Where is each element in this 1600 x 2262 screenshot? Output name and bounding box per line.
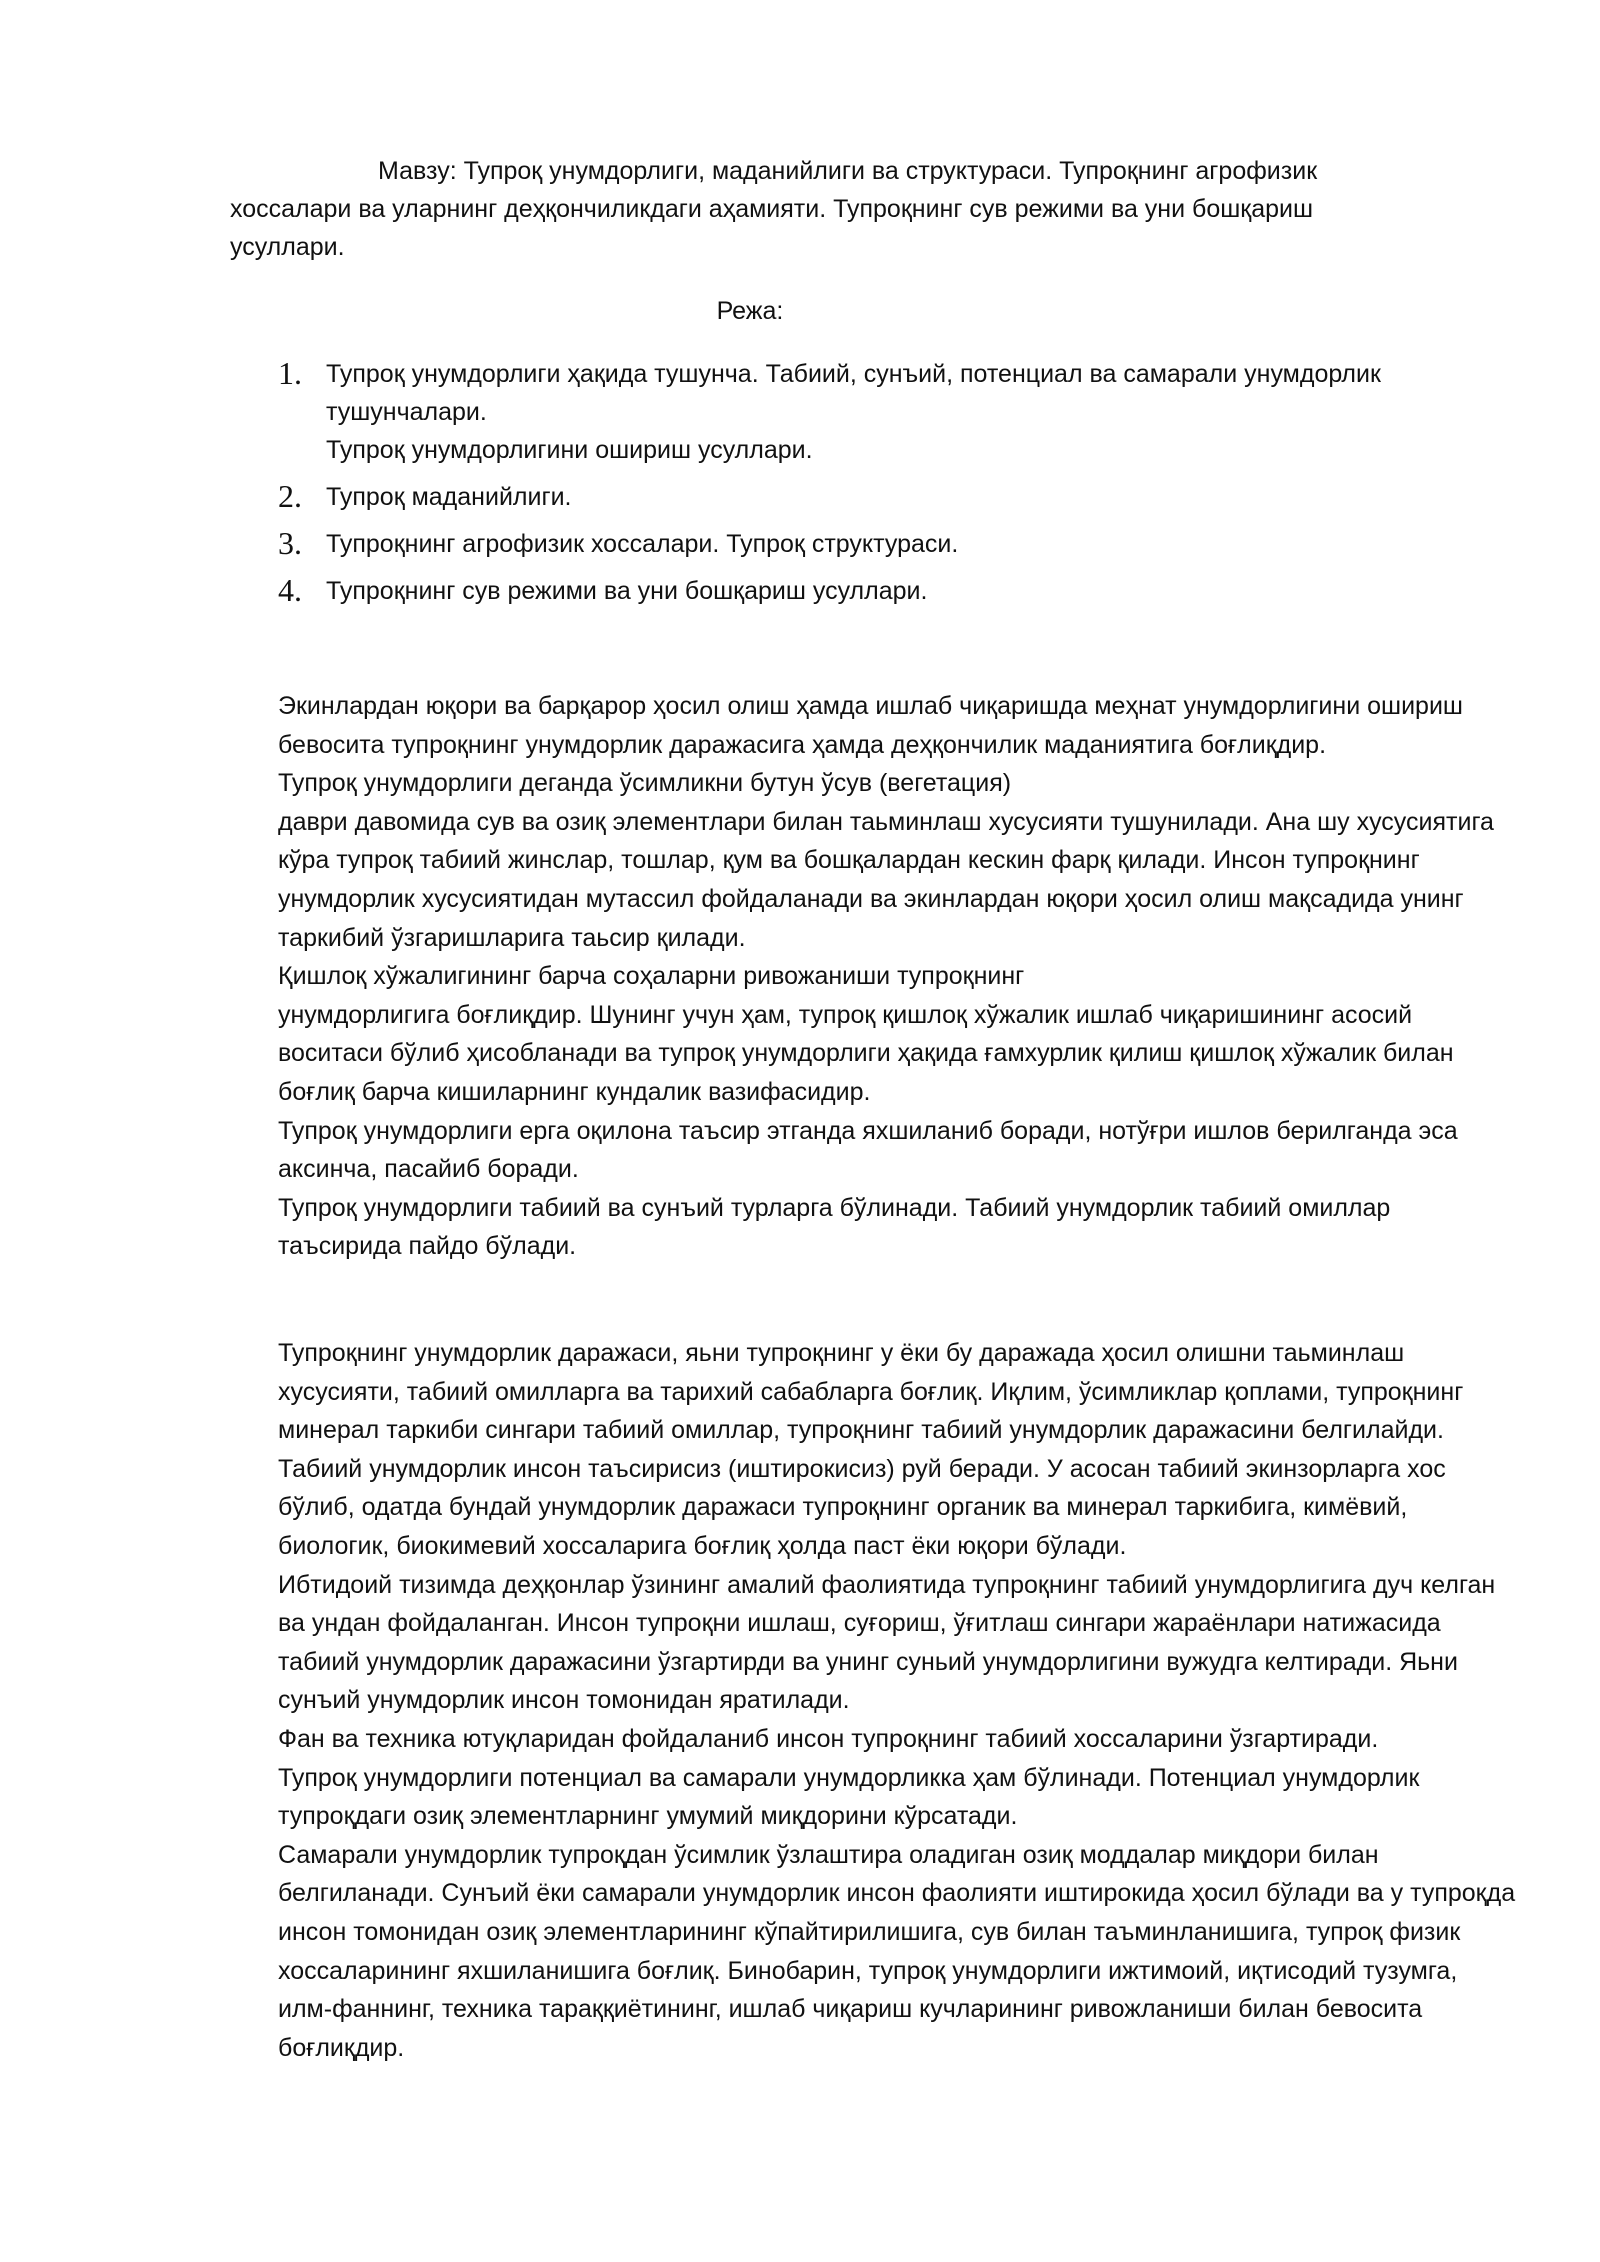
body-paragraph: Қишлоқ хўжалигининг барча соҳаларни ривожаниши тупроқнинг <box>278 962 1025 991</box>
document-topic: Мавзу: Тупроқ унумдорлиги, маданийлиги ва структураси. Тупроқнинг агрофизик хоссалари ва уларнинг деҳқончиликдаги аҳамияти. Тупроқнинг сув режими ва уни бошқариш усуллари. <box>230 157 1318 261</box>
body-paragraph: Самарали унумдорлик тупроқдан ўсимлик ўзлаштира оладиган озиқ моддалар миқдори билан белгиланади. Сунъий ёки самарали унумдорлик инсон фаолияти иштирокида ҳосил бўлади ва у тупроқда инсон томонидан озиқ элементларининг кўпайтирилишига, сув билан таъминланишига, тупроқ физик хоссаларининг яхшиланишига боғлиқ. Бинобарин, тупроқ унумдорлиги ижтимоий, иқтисодий тузумга, илм-фаннинг, техника тараққиётининг, ишлаб чиқариш кучларининг ривожланиши билан бевосита боғлиқдир. <box>278 1840 1516 2062</box>
plan-item-text: Тупроқ маданийлиги. <box>326 483 572 511</box>
plan-item-number: 3. <box>278 525 302 561</box>
plan-item-text: Тупроқ унумдорлиги ҳақида тушунча. Табиий, сунъий, потенциал ва самарали унумдорлик <box>326 360 1381 388</box>
plan-item-number: 1. <box>278 355 302 391</box>
plan-item-3 <box>270 525 1500 563</box>
body-paragraph: даври давомида сув ва озиқ элементлари билан таьминлаш хусусияти тушунилади. Ана шу хусусиятига кўра тупроқ табиий жинслар, тошлар, қум ва бошқалардан кескин фарқ қилади. Инсон тупроқнинг унумдорлик хусусиятидан мутассил фойдаланади ва экинлардан юқори ҳосил олиш мақсадида унинг таркибий ўзгаришларига таьсир қилади. <box>278 807 1494 952</box>
body-paragraph: Экинлардан юқори ва барқарор ҳосил олиш ҳамда ишлаб чиқаришда меҳнат унумдорлигини ошириш бевосита тупроқнинг унумдорлик даражасига ҳамда деҳқончилик маданиятига боғлиқдир. <box>278 692 1463 759</box>
body-text-block-1 <box>278 687 1518 1266</box>
plan-item-text: Тупроқнинг агрофизик хоссалари. Тупроқ структураси. <box>326 530 959 558</box>
body-paragraph: Ибтидоий тизимда деҳқонлар ўзининг амалий фаолиятида тупроқнинг табиий унумдорлигига дуч келган ва ундан фойдаланган. Инсон тупроқни ишлаш, суғориш, ўғитлаш сингари жараёнлари натижасида табиий унумдорлик даражасини ўзгартирди ва унинг суньий унумдорлигини вужудга келтиради. Яьни сунъий унумдорлик инсон томонидан яратилади. <box>278 1570 1496 1715</box>
body-paragraph: Тупроқ унумдорлиги ерга оқилона таъсир этганда яхшиланиб боради, нотўғри ишлов берилганда эса аксинча, пасайиб боради. <box>278 1116 1458 1184</box>
body-paragraph: Фан ва техника ютуқларидан фойдаланиб инсон тупроқнинг табиий хоссаларини ўзгартиради. <box>278 1724 1379 1753</box>
plan-item-text: Тупроқ унумдорлигини ошириш усуллари. <box>326 436 813 464</box>
plan-list <box>270 355 1500 619</box>
plan-item-2 <box>270 478 1500 516</box>
body-paragraph: Тупроқ унумдорлиги деганда ўсимликни бутун ўсув (вегетация) <box>278 769 1012 798</box>
body-paragraph: Тупроқнинг унумдорлик даражаси, яьни тупроқнинг у ёки бу даражада ҳосил олишни таьминлаш хусусияти, табиий омилларга ва тарихий сабабларга боғлиқ. Иқлим, ўсимликлар қоплами, тупроқнинг минерал таркиби сингари табиий омиллар, тупроқнинг табиий унумдорлик даражасини белгилайди. Табиий унумдорлик инсон таъсирисиз (иштирокисиз) руй беради. У асосан табиий экинзорларга хос бўлиб, одатда бундай унумдорлик даражаси тупроқнинг органик ва минерал таркибига, кимёвий, биологик, биокимевий хоссаларига боғлиқ ҳолда паст ёки юқори бўлади. <box>278 1339 1464 1560</box>
plan-item-number: 4. <box>278 572 302 608</box>
plan-heading: Режа: <box>716 297 784 325</box>
body-text-block-2 <box>278 1334 1518 2067</box>
plan-item-text: Тупроқнинг сув режими ва уни бошқариш усуллари. <box>326 577 928 605</box>
body-paragraph: Тупроқ унумдорлиги потенциал ва самарали унумдорликка ҳам бўлинади. Потенциал унумдорлик тупроқдаги озиқ элементларнинг умумий миқдорини кўрсатади. <box>278 1763 1420 1831</box>
plan-item-1 <box>270 355 1500 469</box>
plan-item-text: тушунчалари. <box>326 398 487 426</box>
body-paragraph: Тупроқ унумдорлиги табиий ва сунъий турларга бўлинади. Табиий унумдорлик табиий омиллар таъсирида пайдо бўлади. <box>278 1193 1391 1261</box>
plan-item-4 <box>270 572 1500 610</box>
plan-item-number: 2. <box>278 478 302 514</box>
body-paragraph: унумдорлигига боғлиқдир. Шунинг учун ҳам, тупроқ қишлоқ хўжалик ишлаб чиқаришининг асосий воситаси бўлиб ҳисобланади ва тупроқ унумдорлиги ҳақида ғамхурлик қилиш қишлоқ хўжалик билан боғлиқ барча кишиларнинг кундалик вазифасидир. <box>278 1000 1454 1106</box>
